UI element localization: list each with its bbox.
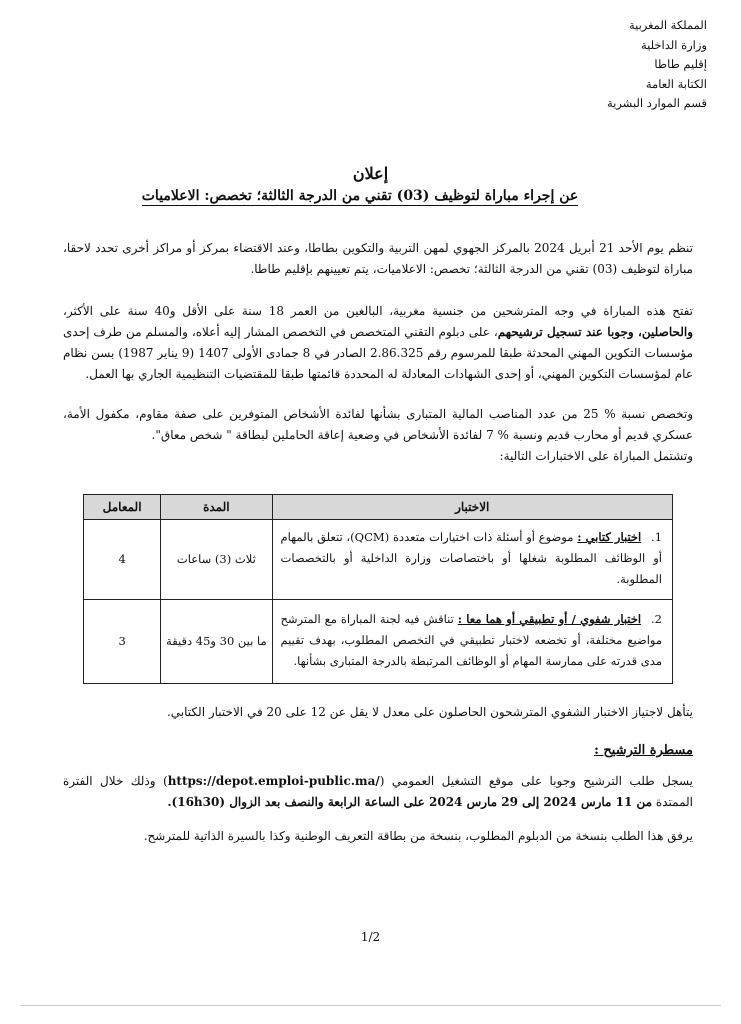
quota-paragraph: وتخصص نسبة % 25 من عدد المناصب المالية المتبارى بشأنها لفائدة الأشخاص المتوفرين على صفة مقاوم، مكفول الأمة، عسكري قديم أو محارب قديم ونسبة % 7 لفائدة الأشخاص في وضعية إعاقة الحاملين لبطاقة " شخص معاق". bbox=[63, 407, 693, 442]
qualification-paragraph: يتأهل لاجتياز الاختبار الشفوي المترشحون الحاصلون على معدل لا يقل عن 12 على 20 في الاختبار الكتابي. bbox=[166, 705, 693, 719]
test-title: اختبار كتابي : bbox=[577, 530, 642, 544]
test-cell bbox=[272, 520, 673, 600]
procedure-text-1: يسجل طلب الترشيح وجوبا على موقع التشغيل العمومي ( bbox=[379, 774, 694, 788]
procedure-heading bbox=[63, 740, 693, 761]
test-title: اختبار شفوي / أو تطبيقي أو هما معا : bbox=[457, 612, 642, 626]
eligibility-paragraph bbox=[63, 301, 693, 385]
page-number: 1/2 bbox=[360, 930, 381, 944]
procedure-text-2: ) وذلك خلال الفترة الممتدة bbox=[63, 774, 693, 809]
intro-paragraph: تنظم يوم الأحد 21 أبريل 2024 بالمركز الجهوي لمهن التربية والتكوين بطاطا، وعند الاقتضاء بمركز أو مراكز أخرى تحدد لاحقا، مباراة لتوظيف (03) تقني من الدرجة الثالثة؛ تخصص: الاعلاميات، يتم تعيينهم بإقليم طاطا. bbox=[63, 241, 693, 276]
header-coefficient: المعامل bbox=[84, 495, 161, 520]
eligibility-text-2: ، على دبلوم التقني المتخصص في التخصص المشار إليه أعلاه، والمسلم من طرف إحدى مؤسسات التكوين المهني المحدثة طبقا للمرسوم رقم 2.86.325 الصادر في 8 جمادى الأولى 1407 (9 يناير 1987) بسن نظام عام لمؤسسات التكوين المهني، أو إحدى الشهادات المعادلة له المحددة قائمتها طبقا للمقتضيات التنظيمية الجاري بها العمل. bbox=[63, 325, 693, 381]
test-cell bbox=[272, 600, 673, 684]
procedure-heading-text: مسطرة الترشيح : bbox=[594, 743, 693, 758]
eligibility-text-1: تفتح هذه المباراة في وجه المترشحين من جنسية مغربية، البالغين من العمر 18 سنة على الأقل و40 سنة على الأكثر، bbox=[63, 304, 693, 318]
test-number: 2. bbox=[651, 612, 662, 626]
table-row bbox=[84, 520, 673, 600]
test-description: موضوع أو أسئلة ذات اختيارات متعددة (QCM)، تتعلق بالمهام أو الوظائف المطلوبة شغلها أو باختصاصات وزارة الداخلية أو بالتخصصات المطلوبة. bbox=[280, 530, 662, 586]
coefficient-cell: 3 bbox=[84, 600, 161, 684]
letterhead-province: إقليم طاطا bbox=[654, 57, 707, 71]
letterhead bbox=[567, 16, 707, 114]
coefficient-cell: 4 bbox=[84, 520, 161, 600]
attachments-paragraph: يرفق هذا الطلب بنسخة من الدبلوم المطلوب، بنسخة من بطاقة التعريف الوطنية وكذا بالسيرة الذاتية للمترشح. bbox=[143, 829, 693, 843]
letterhead-secretariat: الكتابة العامة bbox=[645, 76, 707, 91]
header-test: الاختبار bbox=[272, 495, 673, 520]
procedure-paragraph bbox=[63, 771, 693, 813]
tests-table bbox=[83, 494, 673, 684]
table-row bbox=[84, 600, 673, 684]
page-subtitle bbox=[100, 188, 620, 204]
page-bottom-divider bbox=[20, 1005, 721, 1006]
tests-intro: وتشتمل المباراة على الاختبارات التالية: bbox=[499, 449, 693, 463]
procedure-deadline: من 11 مارس 2024 إلى 29 مارس 2024 على الساعة الرابعة والنصف بعد الزوال (16h30). bbox=[167, 795, 653, 809]
letterhead-department: قسم الموارد البشرية bbox=[606, 96, 707, 110]
subtitle-text: عن إجراء مباراة لتوظيف (03) تقني من الدرجة الثالثة؛ تخصص: الاعلاميات bbox=[141, 188, 579, 204]
letterhead-ministry: وزارة الداخلية bbox=[640, 37, 707, 52]
test-description: تناقش فيه لجنة المباراة مع المترشح مواضيع مختلفة، أو تخضعه لاختبار تطبيقي في التخصص المطلوب، بهدف تقييم مدى قدرته على ممارسة المهام أو الوظائف المرتبطة بالدرجة المتبارى بشأنها. bbox=[280, 612, 662, 668]
table-header-row bbox=[84, 495, 673, 520]
test-number: 1. bbox=[651, 530, 663, 544]
procedure-url[interactable]: https://depot.emploi-public.ma/ bbox=[167, 774, 380, 788]
duration-cell: ما بين 30 و45 دقيقة bbox=[161, 600, 272, 684]
letterhead-kingdom: المملكة المغربية bbox=[628, 18, 707, 32]
duration-cell: ثلاث (3) ساعات bbox=[161, 520, 272, 600]
page-title: إعلان bbox=[352, 164, 389, 183]
eligibility-bold: والحاصلين، وجوبا عند تسجيل ترشيحهم bbox=[497, 325, 694, 339]
header-duration: المدة bbox=[161, 495, 272, 520]
